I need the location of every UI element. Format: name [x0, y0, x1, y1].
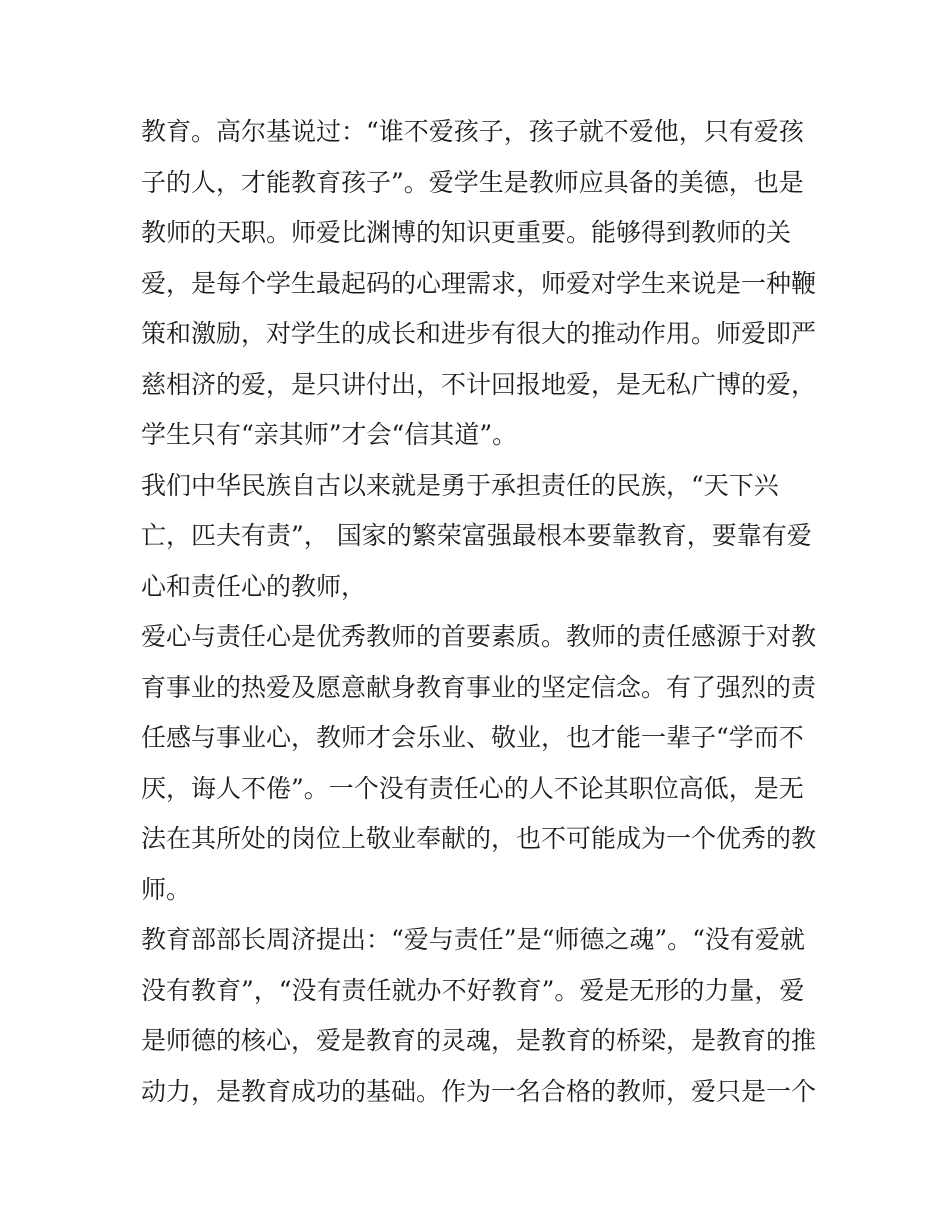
text-line: 动力，是教育成功的基础。作为一名合格的教师，爱只是一个: [141, 1076, 817, 1106]
text-line: 我们中华民族自古以来就是勇于承担责任的民族，“天下兴: [141, 470, 779, 500]
body-text: [141, 107, 831, 1117]
text-line: 育事业的热爱及愿意献身教育事业的坚定信念。有了强烈的责: [141, 672, 817, 702]
text-line: 教育部部长周济提出：“爱与责任”是“师德之魂”。“没有爱就: [141, 925, 805, 954]
text-line: 师。: [141, 874, 192, 904]
text-line: 爱，是每个学生最起码的心理需求，师爱对学生来说是一种鞭: [141, 268, 817, 298]
text-line: 法在其所处的岗位上敬业奉献的，也不可能成为一个优秀的教: [141, 824, 817, 853]
text-line: 亡，匹夫有责”， 国家的繁荣富强最根本要靠教育，要靠有爱: [141, 521, 812, 550]
text-line: 爱心与责任心是优秀教师的首要素质。教师的责任感源于对教: [141, 622, 817, 651]
text-line: 学生只有“亲其师”才会“信其道”。: [141, 420, 518, 449]
text-line: 任感与事业心，教师才会乐业、敬业，也才能一辈子“学而不: [141, 723, 804, 752]
text-line: 教师的天职。师爱比渊博的知识更重要。能够得到教师的关: [141, 218, 792, 247]
text-line: 没有教育”，“没有责任就办不好教育”。爱是无形的力量，爱: [141, 975, 805, 1005]
text-line: 子的人，才能教育孩子”。爱学生是教师应具备的美德，也是: [141, 167, 804, 197]
text-line: 教育。高尔基说过：“谁不爱孩子，孩子就不爱他，只有爱孩: [141, 117, 804, 146]
text-line: 厌，诲人不倦”。一个没有责任心的人不论其职位高低，是无: [141, 773, 804, 803]
text-line: 心和责任心的教师，: [141, 571, 367, 601]
text-line: 策和激励，对学生的成长和进步有很大的推动作用。师爱即严: [141, 319, 817, 348]
text-line: 是师德的核心，爱是教育的灵魂，是教育的桥梁，是教育的推: [141, 1026, 817, 1055]
text-line: 慈相济的爱，是只讲付出，不计回报地爱，是无私广博的爱，: [141, 369, 817, 399]
